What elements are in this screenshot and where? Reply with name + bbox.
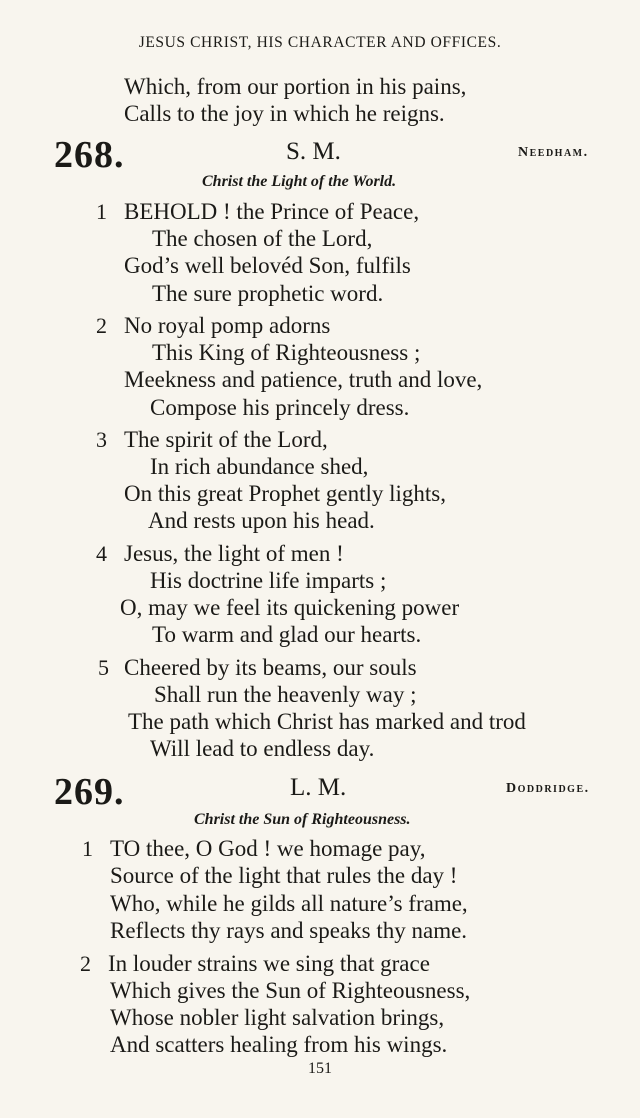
hymn-composer: Needham.: [518, 145, 589, 160]
verse-number: 1: [82, 836, 93, 861]
verse-line: In louder strains we sing that grace: [108, 951, 430, 976]
verse-line: Reflects thy rays and speaks thy name.: [110, 918, 468, 943]
verse-line: Source of the light that rules the day !: [110, 863, 458, 888]
verse-number: 2: [80, 951, 91, 976]
verse-line: This King of Righteousness ;: [152, 340, 421, 365]
verse-line: On this great Prophet gently lights,: [124, 481, 446, 506]
verse-line: Will lead to endless day.: [150, 736, 375, 761]
verse-line: BEHOLD ! the Prince of Peace,: [124, 199, 420, 224]
verse-line: TO thee, O God ! we homage pay,: [110, 836, 426, 861]
verse-line: God’s well belovéd Son, fulfils: [124, 253, 411, 278]
carryover-line: Calls to the joy in which he reigns.: [124, 101, 445, 126]
verse-line: No royal pomp adorns: [124, 313, 331, 338]
verse-number: 4: [96, 541, 107, 566]
verse-line: Compose his princely dress.: [150, 395, 410, 420]
verse-line: Jesus, the light of men !: [124, 541, 344, 566]
verse-line: The chosen of the Lord,: [152, 226, 373, 251]
verse-line: To warm and glad our hearts.: [152, 622, 422, 647]
page-number: 151: [308, 1060, 332, 1077]
verse-line: The sure prophetic word.: [152, 281, 384, 306]
verse-line: In rich abundance shed,: [150, 454, 369, 479]
carryover-line: Which, from our portion in his pains,: [124, 74, 467, 99]
verse-number: 5: [98, 655, 109, 680]
verse-line: And rests upon his head.: [148, 508, 375, 533]
hymn-composer: Doddridge.: [506, 781, 590, 796]
running-head: JESUS CHRIST, HIS CHARACTER AND OFFICES.: [138, 34, 502, 51]
hymn-meter: S. M.: [286, 138, 341, 165]
hymn-subtitle: Christ the Light of the World.: [202, 173, 397, 190]
hymn-subtitle: Christ the Sun of Righteousness.: [194, 811, 411, 828]
hymn-number: 269.: [54, 771, 125, 813]
verse-number: 3: [96, 427, 107, 452]
verse-line: Meekness and patience, truth and love,: [124, 367, 483, 392]
verse-line: And scatters healing from his wings.: [110, 1032, 448, 1057]
hymn-meter: L. M.: [290, 774, 347, 801]
verse-line: Whose nobler light salvation brings,: [110, 1005, 445, 1030]
verse-line: His doctrine life imparts ;: [150, 568, 387, 593]
verse-line: The spirit of the Lord,: [124, 427, 328, 452]
verse-number: 2: [96, 313, 107, 338]
verse-line: O, may we feel its quickening power: [120, 595, 460, 620]
verse-line: Shall run the heavenly way ;: [154, 682, 417, 707]
verse-line: Cheered by its beams, our souls: [124, 655, 417, 680]
verse-line: Which gives the Sun of Righteousness,: [110, 978, 471, 1003]
hymn-number: 268.: [54, 134, 125, 176]
verse-line: The path which Christ has marked and trod: [128, 709, 526, 734]
verse-line: Who, while he gilds all nature’s frame,: [110, 891, 468, 916]
verse-number: 1: [96, 199, 107, 224]
